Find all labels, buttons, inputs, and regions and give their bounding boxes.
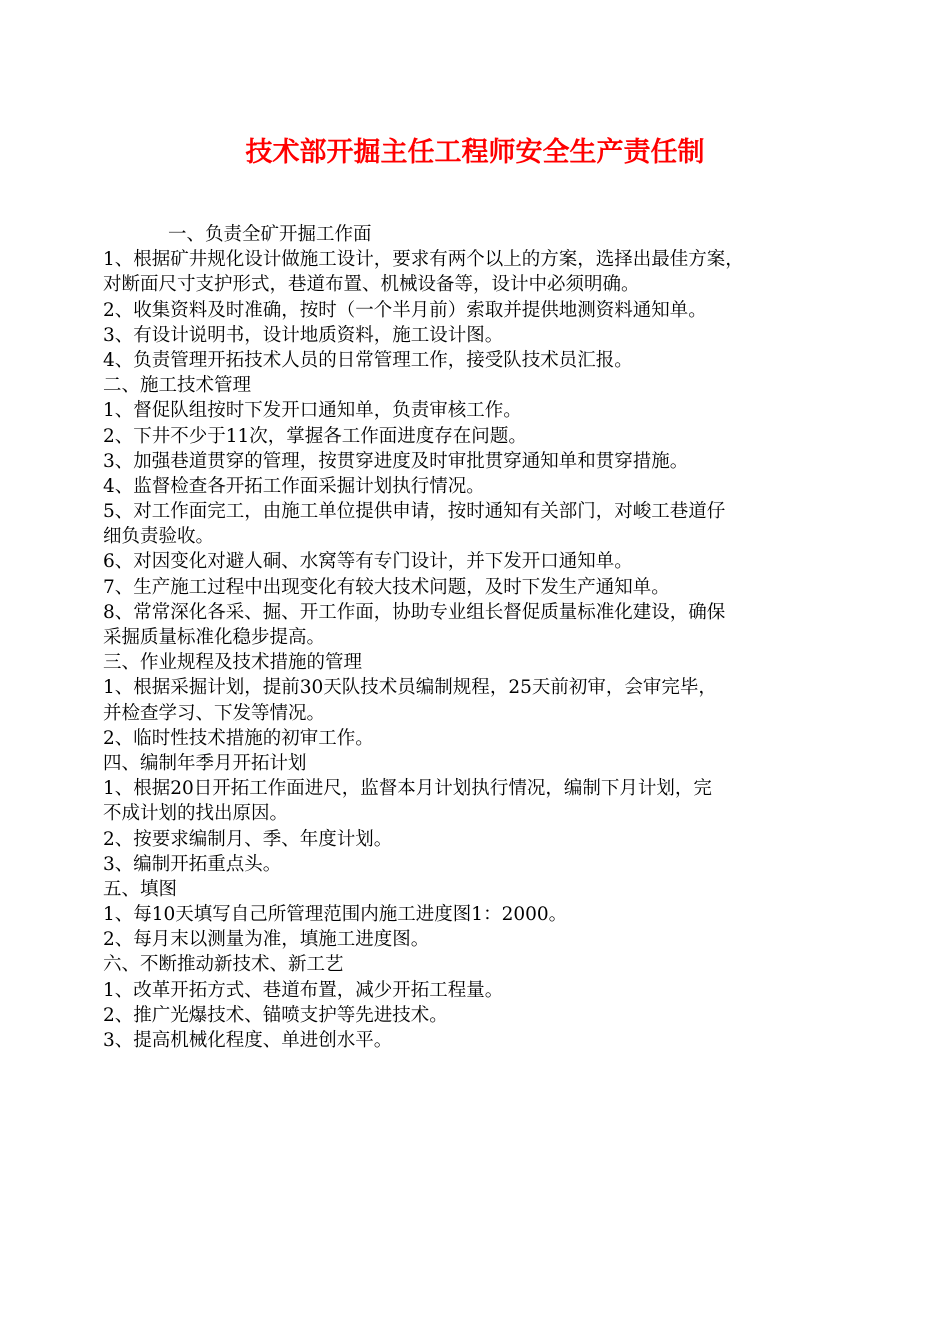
text-line: 1、每10天填写自己所管理范围内施工进度图1：2000。 bbox=[103, 904, 568, 926]
text-line: 对断面尺寸支护形式，巷道布置、机械设备等，设计中必须明确。 bbox=[103, 274, 640, 296]
text-line: 并检查学习、下发等情况。 bbox=[103, 702, 326, 724]
text-line: 1、督促队组按时下发开口通知单，负责审核工作。 bbox=[103, 400, 522, 422]
text-line: 五、填图 bbox=[103, 878, 178, 900]
text-line: 3、提高机械化程度、单进创水平。 bbox=[103, 1030, 393, 1051]
text-line: 8、常常深化各采、掘、开工作面，协助专业组长督促质量标准化建设，确保 bbox=[103, 601, 726, 623]
text-line: 一、负责全矿开掘工作面 bbox=[168, 224, 372, 245]
text-line: 2、推广光爆技术、锚喷支护等先进技术。 bbox=[103, 1004, 448, 1026]
document-title: 技术部开掘主任工程师安全生产责任制 bbox=[245, 137, 705, 168]
text-line: 5、对工作面完工，由施工单位提供申请，按时通知有关部门，对峻工巷道仔 bbox=[103, 501, 726, 523]
text-line: 四、编制年季月开拓计划 bbox=[103, 752, 307, 774]
text-line: 3、编制开拓重点头。 bbox=[103, 853, 282, 875]
text-line: 不成计划的找出原因。 bbox=[103, 803, 289, 825]
text-line: 1、根据采掘计划，提前30天队技术员编制规程，25天前初审，会审完毕， bbox=[103, 677, 717, 699]
text-line: 2、下井不少于11次，掌握各工作面进度存在问题。 bbox=[103, 425, 527, 447]
text-line: 2、临时性技术措施的初审工作。 bbox=[103, 727, 374, 749]
text-line: 4、监督检查各开拓工作面采掘计划执行情况。 bbox=[103, 475, 485, 497]
text-line: 2、按要求编制月、季、年度计划。 bbox=[103, 828, 393, 850]
text-line: 3、有设计说明书，设计地质资料，施工设计图。 bbox=[103, 324, 504, 346]
text-line: 2、每月末以测量为准，填施工进度图。 bbox=[103, 929, 430, 951]
text-line: 三、作业规程及技术措施的管理 bbox=[103, 652, 363, 674]
text-line: 1、改革开拓方式、巷道布置，减少开拓工程量。 bbox=[103, 979, 504, 1001]
text-line: 1、根据20日开拓工作面进尺，监督本月计划执行情况，编制下月计划，完 bbox=[103, 778, 712, 800]
text-line: 六、不断推动新技术、新工艺 bbox=[103, 954, 344, 976]
text-line: 采掘质量标准化稳步提高。 bbox=[103, 627, 326, 648]
text-line: 6、对因变化对避人硐、水窝等有专门设计，并下发开口通知单。 bbox=[103, 551, 633, 573]
document-body bbox=[103, 222, 853, 1053]
text-line: 2、收集资料及时准确，按时（一个半月前）索取并提供地测资料通知单。 bbox=[103, 299, 707, 321]
text-line: 7、生产施工过程中出现变化有较大技术问题，及时下发生产通知单。 bbox=[103, 576, 670, 598]
text-line: 细负责验收。 bbox=[103, 526, 215, 548]
text-line: 4、负责管理开拓技术人员的日常管理工作，接受队技术员汇报。 bbox=[103, 349, 633, 371]
text-line: 1、根据矿井规化设计做施工设计，要求有两个以上的方案，选择出最佳方案， bbox=[103, 249, 744, 271]
text-line: 3、加强巷道贯穿的管理，按贯穿进度及时审批贯穿通知单和贯穿措施。 bbox=[103, 450, 689, 472]
text-line: 二、施工技术管理 bbox=[103, 375, 252, 397]
